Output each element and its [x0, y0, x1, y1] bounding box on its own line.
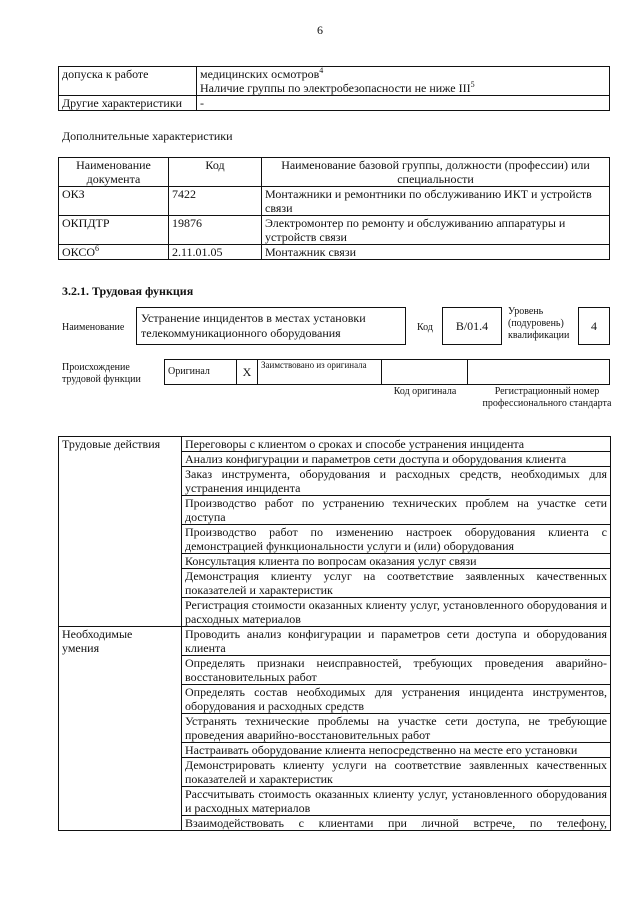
doc-cell: ОКСО$^6$: [59, 245, 169, 260]
column-header: Наименование документа: [59, 158, 169, 187]
skill-item: Взаимодействовать с клиентами при личной встрече, по телефону,: [182, 816, 611, 831]
action-item: Регистрация стоимости оказанных клиенту услуг, установленного оборудования и расходных материалов: [182, 598, 611, 627]
row-label: допуска к работе: [59, 67, 197, 96]
row-label: Другие характеристики: [59, 96, 197, 111]
section-heading: Дополнительные характеристики: [62, 129, 233, 143]
function-name-value: Устранение инцидентов в местах установки телекоммуникационного оборудования: [141, 311, 366, 340]
original-label: Оригинал: [165, 360, 237, 385]
function-name-box: [136, 307, 406, 345]
function-code-box: [442, 307, 502, 345]
function-heading: 3.2.1. Трудовая функция: [62, 284, 194, 298]
table-row: [59, 187, 610, 216]
code-cell: 19876: [169, 216, 262, 245]
level-box: [578, 307, 610, 345]
action-item: Заказ инструмента, оборудования и расходных средств, необходимых для устранения инцидента: [182, 467, 611, 496]
table-row: [59, 627, 611, 656]
borrowed-label: Заимствовано из оригинала: [258, 360, 382, 385]
level-label: Уровень (подуровень) квалификации: [508, 306, 570, 341]
code-cell: 2.11.01.05: [169, 245, 262, 260]
column-header: Код: [169, 158, 262, 187]
column-header: Наименование базовой группы, должности (профессии) или специальности: [262, 158, 610, 187]
action-item: Анализ конфигурации и параметров сети доступа и оборудования клиента: [182, 452, 611, 467]
name-label: Наименование: [62, 322, 125, 333]
action-item: Переговоры с клиентом о сроках и способе устранения инцидента: [182, 437, 611, 452]
original-mark: X: [237, 360, 258, 385]
table-row: [59, 67, 610, 96]
table-row: [59, 437, 611, 452]
skill-item: Настраивать оборудование клиента непосредственно на месте его установки: [182, 743, 611, 758]
name-cell: Электромонтер по ремонту и обслуживанию аппаратуры и устройств связи: [262, 216, 610, 245]
table-row: [59, 216, 610, 245]
actions-label: Трудовые действия: [59, 437, 182, 627]
functions-table: [58, 436, 611, 831]
footnote-ref: 6: [95, 244, 100, 253]
row-value: -: [197, 96, 610, 111]
name-cell: Монтажники и ремонтники по обслуживанию ИКТ и устройств связи: [262, 187, 610, 216]
skill-item: Устранять технические проблемы на участке сети доступа, не требующие проведения аварийно-восстановительных работ: [182, 714, 611, 743]
qualification-table: [58, 66, 610, 111]
reg-number-cell: [468, 360, 610, 385]
action-item: Демонстрация клиенту услуг на соответствие заявленных качественных показателей и характеристик: [182, 569, 611, 598]
table-row: [59, 245, 610, 260]
skill-item: Демонстрировать клиенту услуги на соответствие заявленных качественных показателей и характеристик: [182, 758, 611, 787]
code-original-label: Код оригинала: [393, 386, 457, 397]
additional-characteristics-table: [58, 157, 610, 260]
page-number: 6: [317, 23, 323, 37]
skill-item: Проводить анализ конфигурации и параметров сети доступа и оборудования клиента: [182, 627, 611, 656]
code-cell: 7422: [169, 187, 262, 216]
function-code-value: B/01.4: [455, 319, 489, 333]
skills-label: Необходимые умения: [59, 627, 182, 831]
reg-number-label: Регистрационный номер профессионального стандарта: [482, 386, 612, 409]
action-item: Производство работ по изменению настроек оборудования клиента с демонстрацией функциональности услуги и (или) оборудования: [182, 525, 611, 554]
code-original-cell: [382, 360, 468, 385]
footnote-ref: 5: [470, 80, 475, 89]
footnote-ref: 4: [319, 66, 324, 75]
row-value: медицинских осмотров$^4$ Наличие группы по электробезопасности не ниже III$^5$: [197, 67, 610, 96]
action-item: Консультация клиента по вопросам оказания услуг связи: [182, 554, 611, 569]
origin-table: [164, 359, 610, 385]
table-header-row: [59, 158, 610, 187]
code-label: Код: [417, 322, 433, 333]
origin-label: Происхождение трудовой функции: [62, 362, 141, 385]
action-item: Производство работ по устранению технических проблем на участке сети доступа: [182, 496, 611, 525]
skill-item: Определять состав необходимых для устранения инцидента инструментов, оборудования и расходных средств: [182, 685, 611, 714]
skill-item: Рассчитывать стоимость оказанных клиенту услуг, установленного оборудования и расходных материалов: [182, 787, 611, 816]
table-row: [59, 96, 610, 111]
name-cell: Монтажник связи: [262, 245, 610, 260]
doc-cell: ОКПДТР: [59, 216, 169, 245]
skill-item: Определять признаки неисправностей, требующих проведения аварийно-восстановительных работ: [182, 656, 611, 685]
level-value: 4: [591, 319, 597, 333]
doc-cell: ОКЗ: [59, 187, 169, 216]
